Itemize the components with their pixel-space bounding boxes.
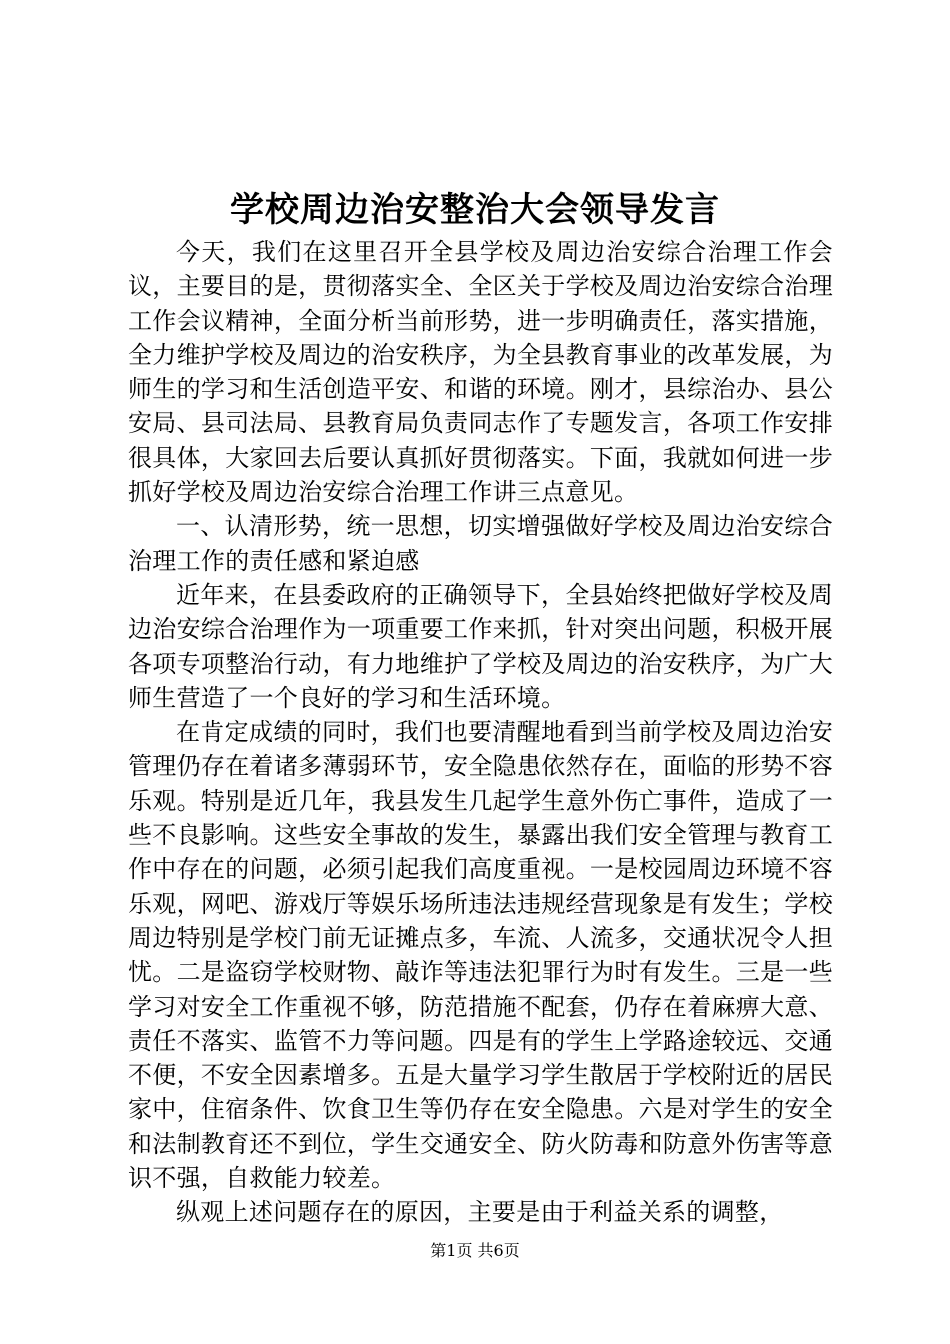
document-body	[128, 235, 833, 1230]
paragraph-causes: 纵观上述问题存在的原因，主要是由于利益关系的调整，	[176, 1198, 784, 1227]
paragraph-section-heading-1: 一、认清形势，统一思想，切实增强做好学校及周边治安综合治理工作的责任感和紧迫感	[128, 512, 833, 575]
document-title: 学校周边治安整治大会领导发言	[230, 190, 720, 230]
paragraph-intro: 今天，我们在这里召开全县学校及周边治安综合治理工作会议，主要目的是，贯彻落实全、全区关于学校及周边治安综合治理工作会议精神，全面分析当前形势，进一步明确责任，落实措施，全力维护学校及周边的治安秩序，为全县教育事业的改革发展，为师生的学习和生活创造平安、和谐的环境。刚才，县综治办、县公安局、县司法局、县教育局负责同志作了专题发言，各项工作安排很具体，大家回去后要认真抓好贯彻落实。下面，我就如何进一步抓好学校及周边治安综合治理工作讲三点意见。	[128, 238, 833, 507]
paragraph-problems: 在肯定成绩的同时，我们也要清醒地看到当前学校及周边治安管理仍存在着诸多薄弱环节，安全隐患依然存在，面临的形势不容乐观。特别是近几年，我县发生几起学生意外伤亡事件，造成了一些不良影响。这些安全事故的发生，暴露出我们安全管理与教育工作中存在的问题，必须引起我们高度重视。一是校园周边环境不容乐观，网吧、游戏厅等娱乐场所违法违规经营现象是有发生；学校周边特别是学校门前无证摊点多，车流、人流多，交通状况令人担忧。二是盗窃学校财物、敲诈等违法犯罪行为时有发生。三是一些学习对安全工作重视不够，防范措施不配套，仍存在着麻痹大意、责任不落实、监管不力等问题。四是有的学生上学路途较远、交通不便，不安全因素增多。五是大量学习学生散居于学校附近的居民家中，住宿条件、饮食卫生等仍存在安全隐患。六是对学生的安全和法制教育还不到位，学生交通安全、防火防毒和防意外伤害等意识不强，自救能力较差。	[128, 718, 833, 1193]
page-footer: 第1页 共6页	[430, 1241, 520, 1260]
paragraph-achievements: 近年来，在县委政府的正确领导下，全县始终把做好学校及周边治安综合治理作为一项重要工作来抓，针对突出问题，积极开展各项专项整治行动，有力地维护了学校及周边的治安秩序，为广大师生营造了一个良好的学习和生活环境。	[128, 580, 833, 712]
